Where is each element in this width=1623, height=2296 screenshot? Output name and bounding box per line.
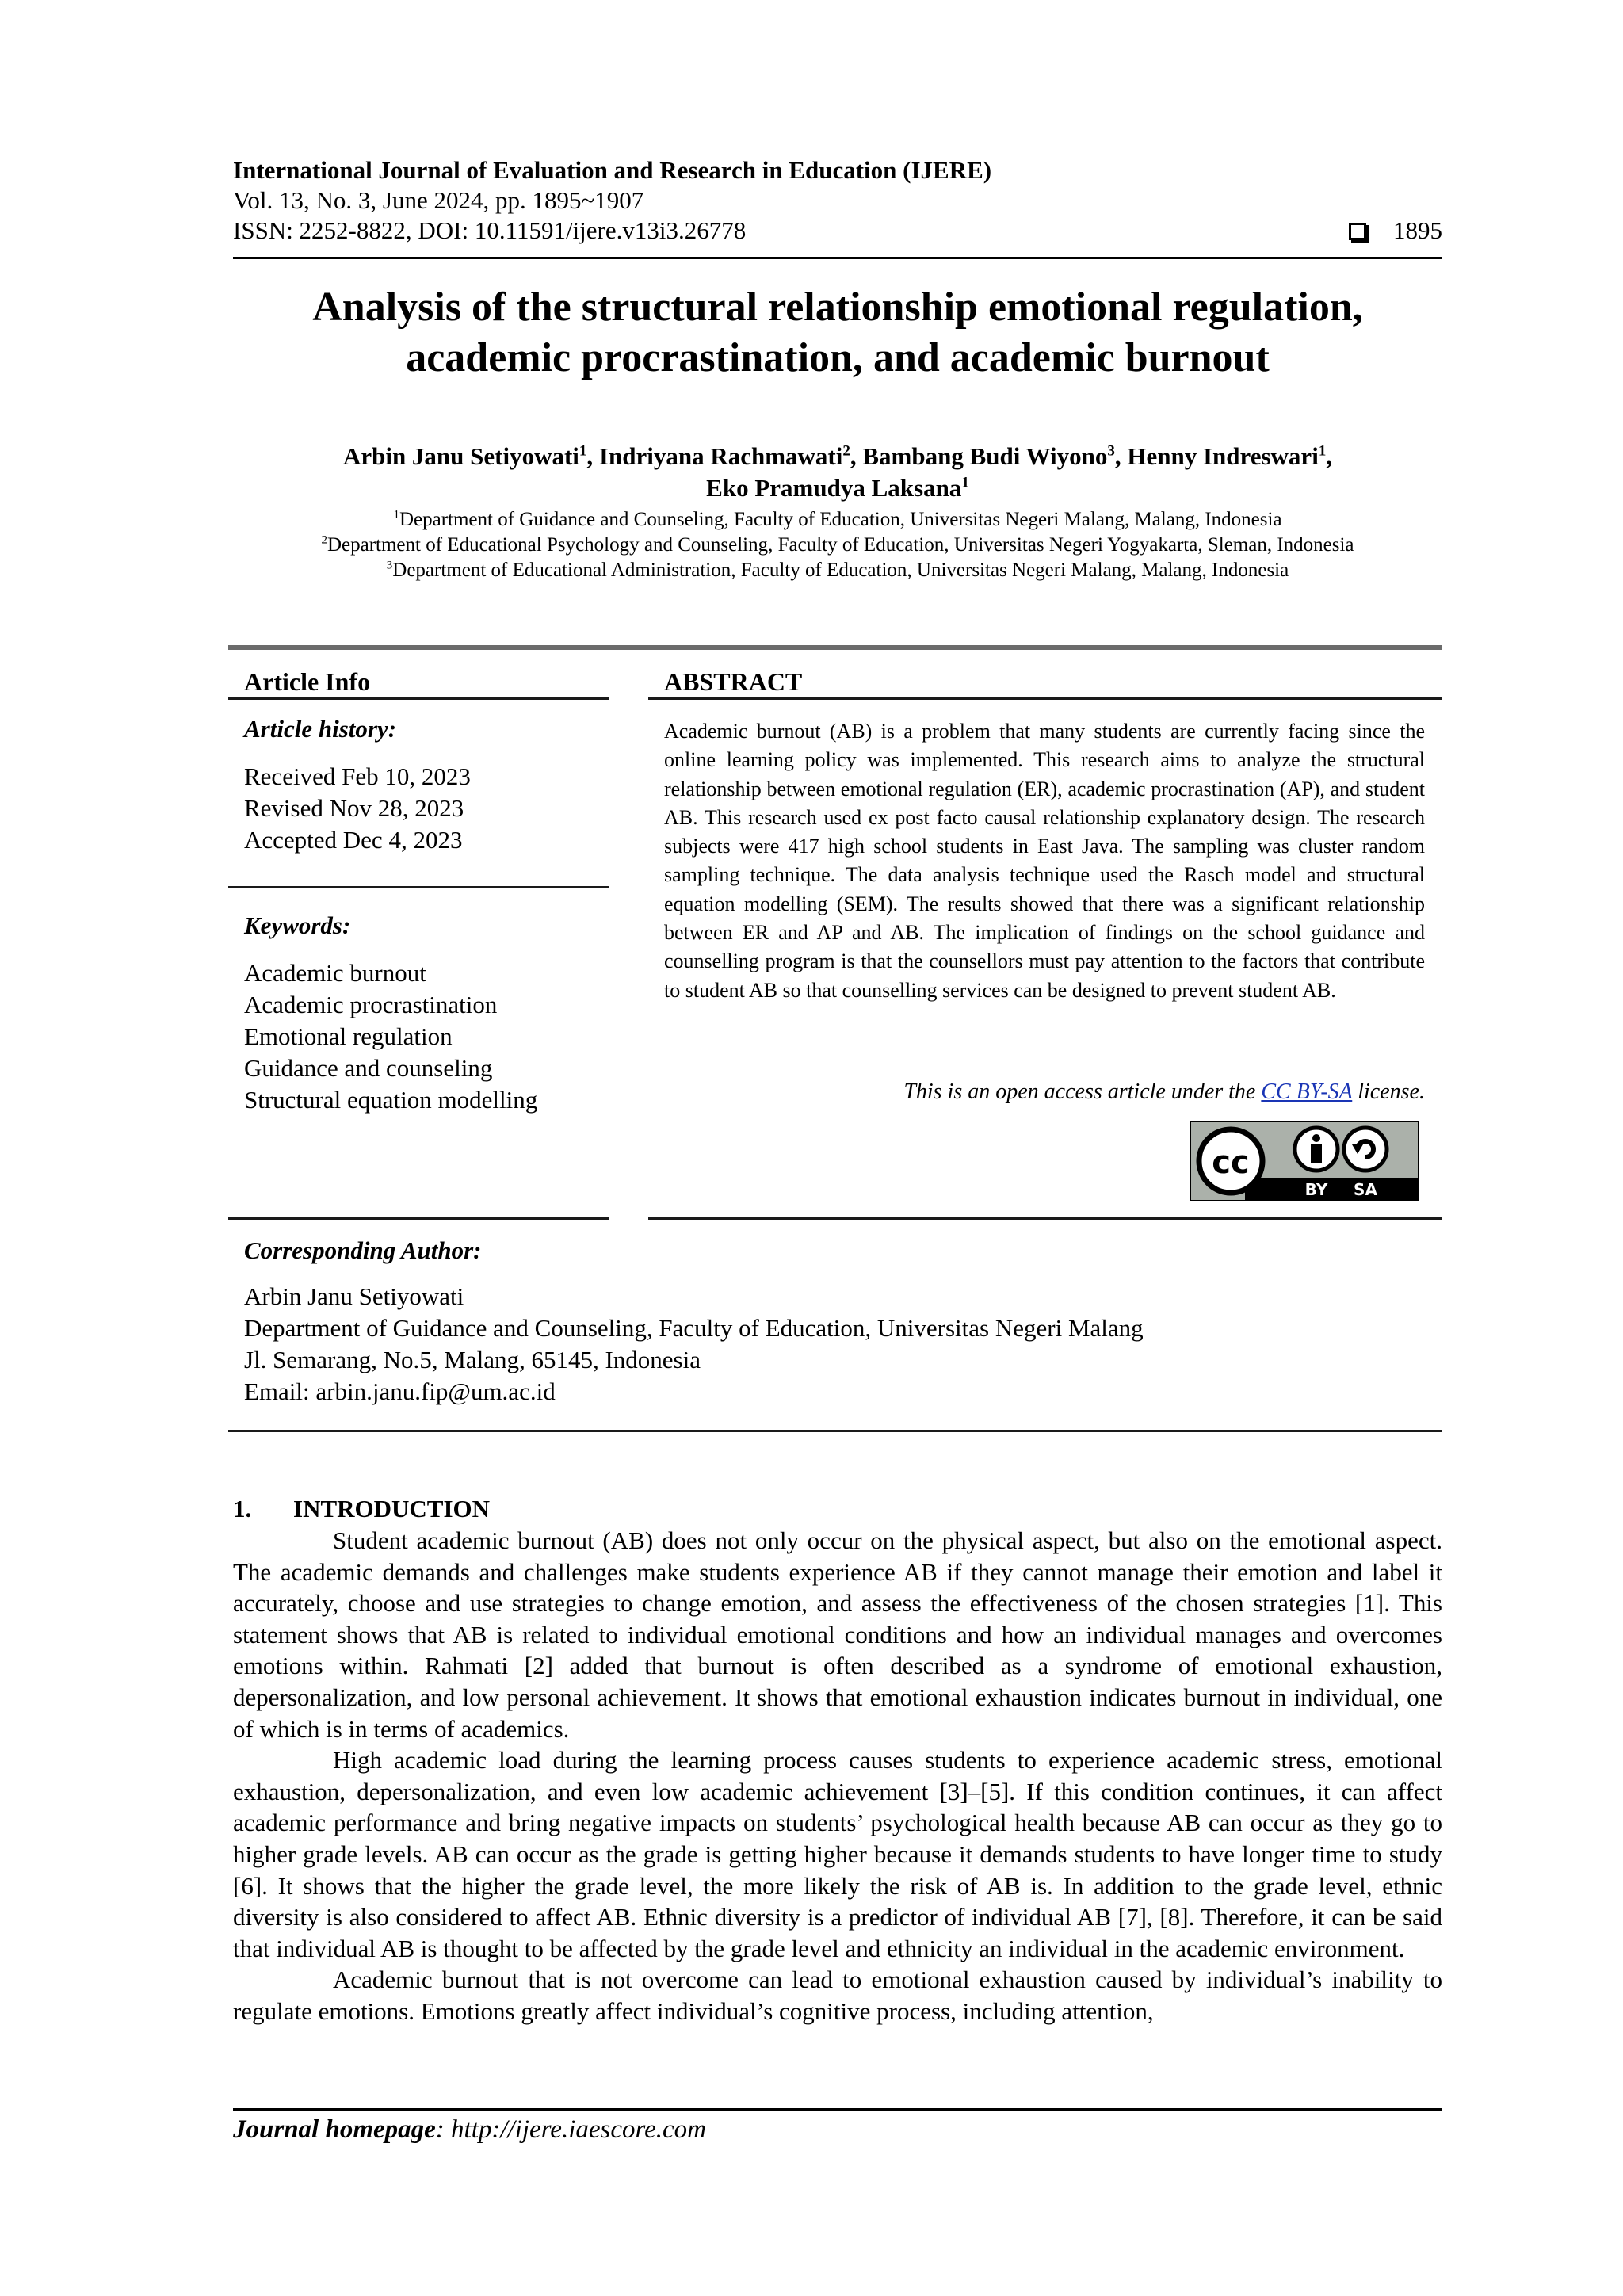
corresponding-heading: Corresponding Author: bbox=[244, 1236, 482, 1264]
author-name: Arbin Janu Setiyowati bbox=[342, 442, 579, 470]
affiliation-text: Department of Educational Administration, Faculty of Education, Universitas Negeri Malang, Malang, Indonesia bbox=[392, 560, 1289, 581]
header-rule bbox=[233, 257, 1442, 259]
author-affiliation-mark: 2 bbox=[842, 442, 850, 460]
author-name: Eko Pramudya Laksana bbox=[706, 474, 962, 502]
accepted-date: Accepted Dec 4, 2023 bbox=[244, 826, 463, 854]
page-marker bbox=[1349, 216, 1442, 246]
corresponding-details bbox=[244, 1281, 1433, 1408]
authors-line-2 bbox=[233, 472, 1442, 504]
history-heading: Article history: bbox=[244, 715, 397, 743]
abstract-heading: ABSTRACT bbox=[664, 667, 803, 696]
abstract-bottom-rule bbox=[648, 1217, 1442, 1220]
keywords bbox=[244, 910, 609, 1116]
affiliation-mark: 2 bbox=[321, 533, 327, 547]
introduction-body bbox=[233, 1525, 1442, 2027]
corresponding-author bbox=[244, 1235, 1433, 1408]
affiliation-1 bbox=[233, 507, 1442, 533]
author-name: Bambang Budi Wiyono bbox=[862, 442, 1108, 470]
affiliation-text: Department of Educational Psychology and Counseling, Faculty of Education, Universitas Negeri Yogyakarta, Sleman, Indonesia bbox=[327, 534, 1354, 556]
title-line-1: Analysis of the structural relationship emotional regulation, bbox=[312, 285, 1363, 330]
affiliation-mark: 1 bbox=[393, 508, 399, 521]
article-info-rule bbox=[228, 697, 609, 700]
affiliation-text: Department of Guidance and Counseling, Faculty of Education, Universitas Negeri Malang, Malang, Indonesia bbox=[399, 509, 1282, 530]
issn-row bbox=[233, 216, 1442, 246]
affiliation-mark: 3 bbox=[386, 559, 393, 572]
svg-text:cc: cc bbox=[1212, 1144, 1250, 1181]
author-name: Henny Indreswari bbox=[1127, 442, 1319, 470]
author-name: Indriyana Rachmawati bbox=[598, 442, 843, 470]
corresponding-email[interactable]: Email: arbin.janu.fip@um.ac.id bbox=[244, 1377, 556, 1405]
paragraph: Student academic burnout (AB) does not only occur on the physical aspect, but also on the emotional aspect. The academic demands and challenges make students experience AB if they cannot manage their emotion and label it accurately, choose and use strategies to change emotion, and assess the effectiveness of the chosen strategies [1]. This statement shows that AB is related to individual emotional conditions and how an individual manages and overcomes emotions within. Rahmati [2] added that burnout is often described as a syndrome of emotional exhaustion, depersonalization, and low personal achievement. It shows that emotional exhaustion indicates burnout in individual, one of which is in terms of academics. bbox=[233, 1526, 1442, 1743]
volume-line: Vol. 13, No. 3, June 2024, pp. 1895~1907 bbox=[233, 186, 644, 214]
author-affiliation-mark: 1 bbox=[1318, 442, 1327, 460]
corresponding-name: Arbin Janu Setiyowati bbox=[244, 1282, 464, 1310]
keyword-item: Academic burnout bbox=[244, 959, 426, 987]
keyword-list bbox=[244, 957, 609, 1116]
corresponding-department: Department of Guidance and Counseling, Faculty of Education, Universitas Negeri Malang bbox=[244, 1314, 1144, 1342]
issn-line: ISSN: 2252-8822, DOI: 10.11591/ijere.v13i3.26778 bbox=[233, 216, 747, 244]
abstract-text: Academic burnout (AB) is a problem that many students are currently facing since the online learning policy was implemented. This research aims to analyze the structural relationship between emotional regulation (ER), academic procrastination (AP), and student AB. This research used ex post facto causal relationship explanatory design. The research subjects were 417 high school students in East Java. The sampling was cluster random sampling technique. The data analysis technique used the Rasch model and structural equation modelling (SEM). The results showed that there was a significant relationship between ER and AP and AB. The implication of findings on the school guidance and counselling program is that the counsellors must pay attention to the factors that contribute to student AB so that counselling services can be designed to prevent student AB. bbox=[664, 720, 1425, 1002]
author-affiliation-mark: 3 bbox=[1107, 442, 1115, 460]
author-affiliation-mark: 1 bbox=[961, 474, 969, 491]
badge-sa-label: SA bbox=[1354, 1180, 1377, 1199]
paragraph: Academic burnout that is not overcome can lead to emotional exhaustion caused by individual’s inability to regulate emotions. Emotions greatly affect individual’s cognitive process, including attention, bbox=[233, 1966, 1442, 2025]
introduction-heading bbox=[233, 1493, 490, 1525]
abstract-rule bbox=[648, 697, 1442, 700]
square-bullet-icon bbox=[1349, 223, 1366, 240]
corresponding-address: Jl. Semarang, No.5, Malang, 65145, Indonesia bbox=[244, 1346, 701, 1373]
history-dates bbox=[244, 761, 609, 856]
info-box-top-rule bbox=[228, 645, 1442, 650]
footer-separator: : bbox=[435, 2115, 452, 2144]
article-info-heading bbox=[244, 666, 609, 697]
license-prefix: This is an open access article under the bbox=[903, 1079, 1262, 1104]
paper-title bbox=[233, 282, 1442, 384]
page-number: 1895 bbox=[1393, 216, 1442, 244]
keywords-heading: Keywords: bbox=[244, 911, 351, 939]
paragraph: High academic load during the learning process causes students to experience academic stress, emotional exhaustion, depersonalization, and even low academic achievement [3]–[5]. If this condition continues, it can affect academic performance and bring negative impacts on students’ psychological health because AB can occur as they go to higher grade levels. AB can occur as the grade is getting higher because it demands students to have longer time to study [6]. It shows that the higher the grade level, the more likely the risk of AB is. In addition to the grade level, ethnic diversity is also considered to affect AB. Ethnic diversity is a predictor of individual AB [7], [8]. Therefore, it can be said that individual AB is thought to be affected by the grade level and ethnicity an individual in the academic environment. bbox=[233, 1746, 1442, 1962]
keyword-item: Structural equation modelling bbox=[244, 1086, 538, 1114]
keywords-bottom-rule bbox=[228, 1217, 609, 1220]
article-info-title: Article Info bbox=[244, 667, 371, 696]
license-note bbox=[664, 1078, 1425, 1106]
footer-rule bbox=[233, 2108, 1442, 2111]
affiliation-list bbox=[233, 507, 1442, 583]
journal-name: International Journal of Evaluation and Research in Education (IJERE) bbox=[233, 156, 992, 184]
keyword-item: Emotional regulation bbox=[244, 1022, 453, 1050]
badge-by-label: BY bbox=[1304, 1180, 1328, 1199]
journal-footer bbox=[233, 2113, 706, 2146]
affiliation-2 bbox=[233, 533, 1442, 558]
corresponding-bottom-rule bbox=[228, 1430, 1442, 1432]
section-number: 1. bbox=[233, 1495, 252, 1522]
keyword-item: Guidance and counseling bbox=[244, 1054, 493, 1082]
history-bottom-rule bbox=[228, 886, 609, 888]
license-suffix: license. bbox=[1352, 1079, 1425, 1104]
author-list bbox=[233, 441, 1442, 504]
journal-homepage-link[interactable]: http://ijere.iaescore.com bbox=[451, 2115, 707, 2144]
section-title: INTRODUCTION bbox=[293, 1495, 491, 1522]
received-date: Received Feb 10, 2023 bbox=[244, 762, 471, 790]
keyword-item: Academic procrastination bbox=[244, 991, 498, 1018]
cc-by-sa-link[interactable]: CC BY-SA bbox=[1261, 1079, 1353, 1104]
journal-header bbox=[233, 155, 1442, 246]
authors-line-1: Arbin Janu Setiyowati$^1$, Indriyana Rachmawati$^2$, Bambang Budi Wiyono$^3$, Henny Indreswari$^1$, bbox=[342, 442, 1333, 470]
article-history bbox=[244, 713, 609, 856]
author-affiliation-mark: 1 bbox=[579, 442, 587, 460]
affiliation-3 bbox=[233, 558, 1442, 583]
footer-label: Journal homepage bbox=[233, 2115, 436, 2144]
revised-date: Revised Nov 28, 2023 bbox=[244, 794, 464, 822]
title-line-2: academic procrastination, and academic burnout bbox=[406, 335, 1270, 380]
cc-by-sa-badge-icon[interactable] bbox=[1190, 1121, 1419, 1201]
